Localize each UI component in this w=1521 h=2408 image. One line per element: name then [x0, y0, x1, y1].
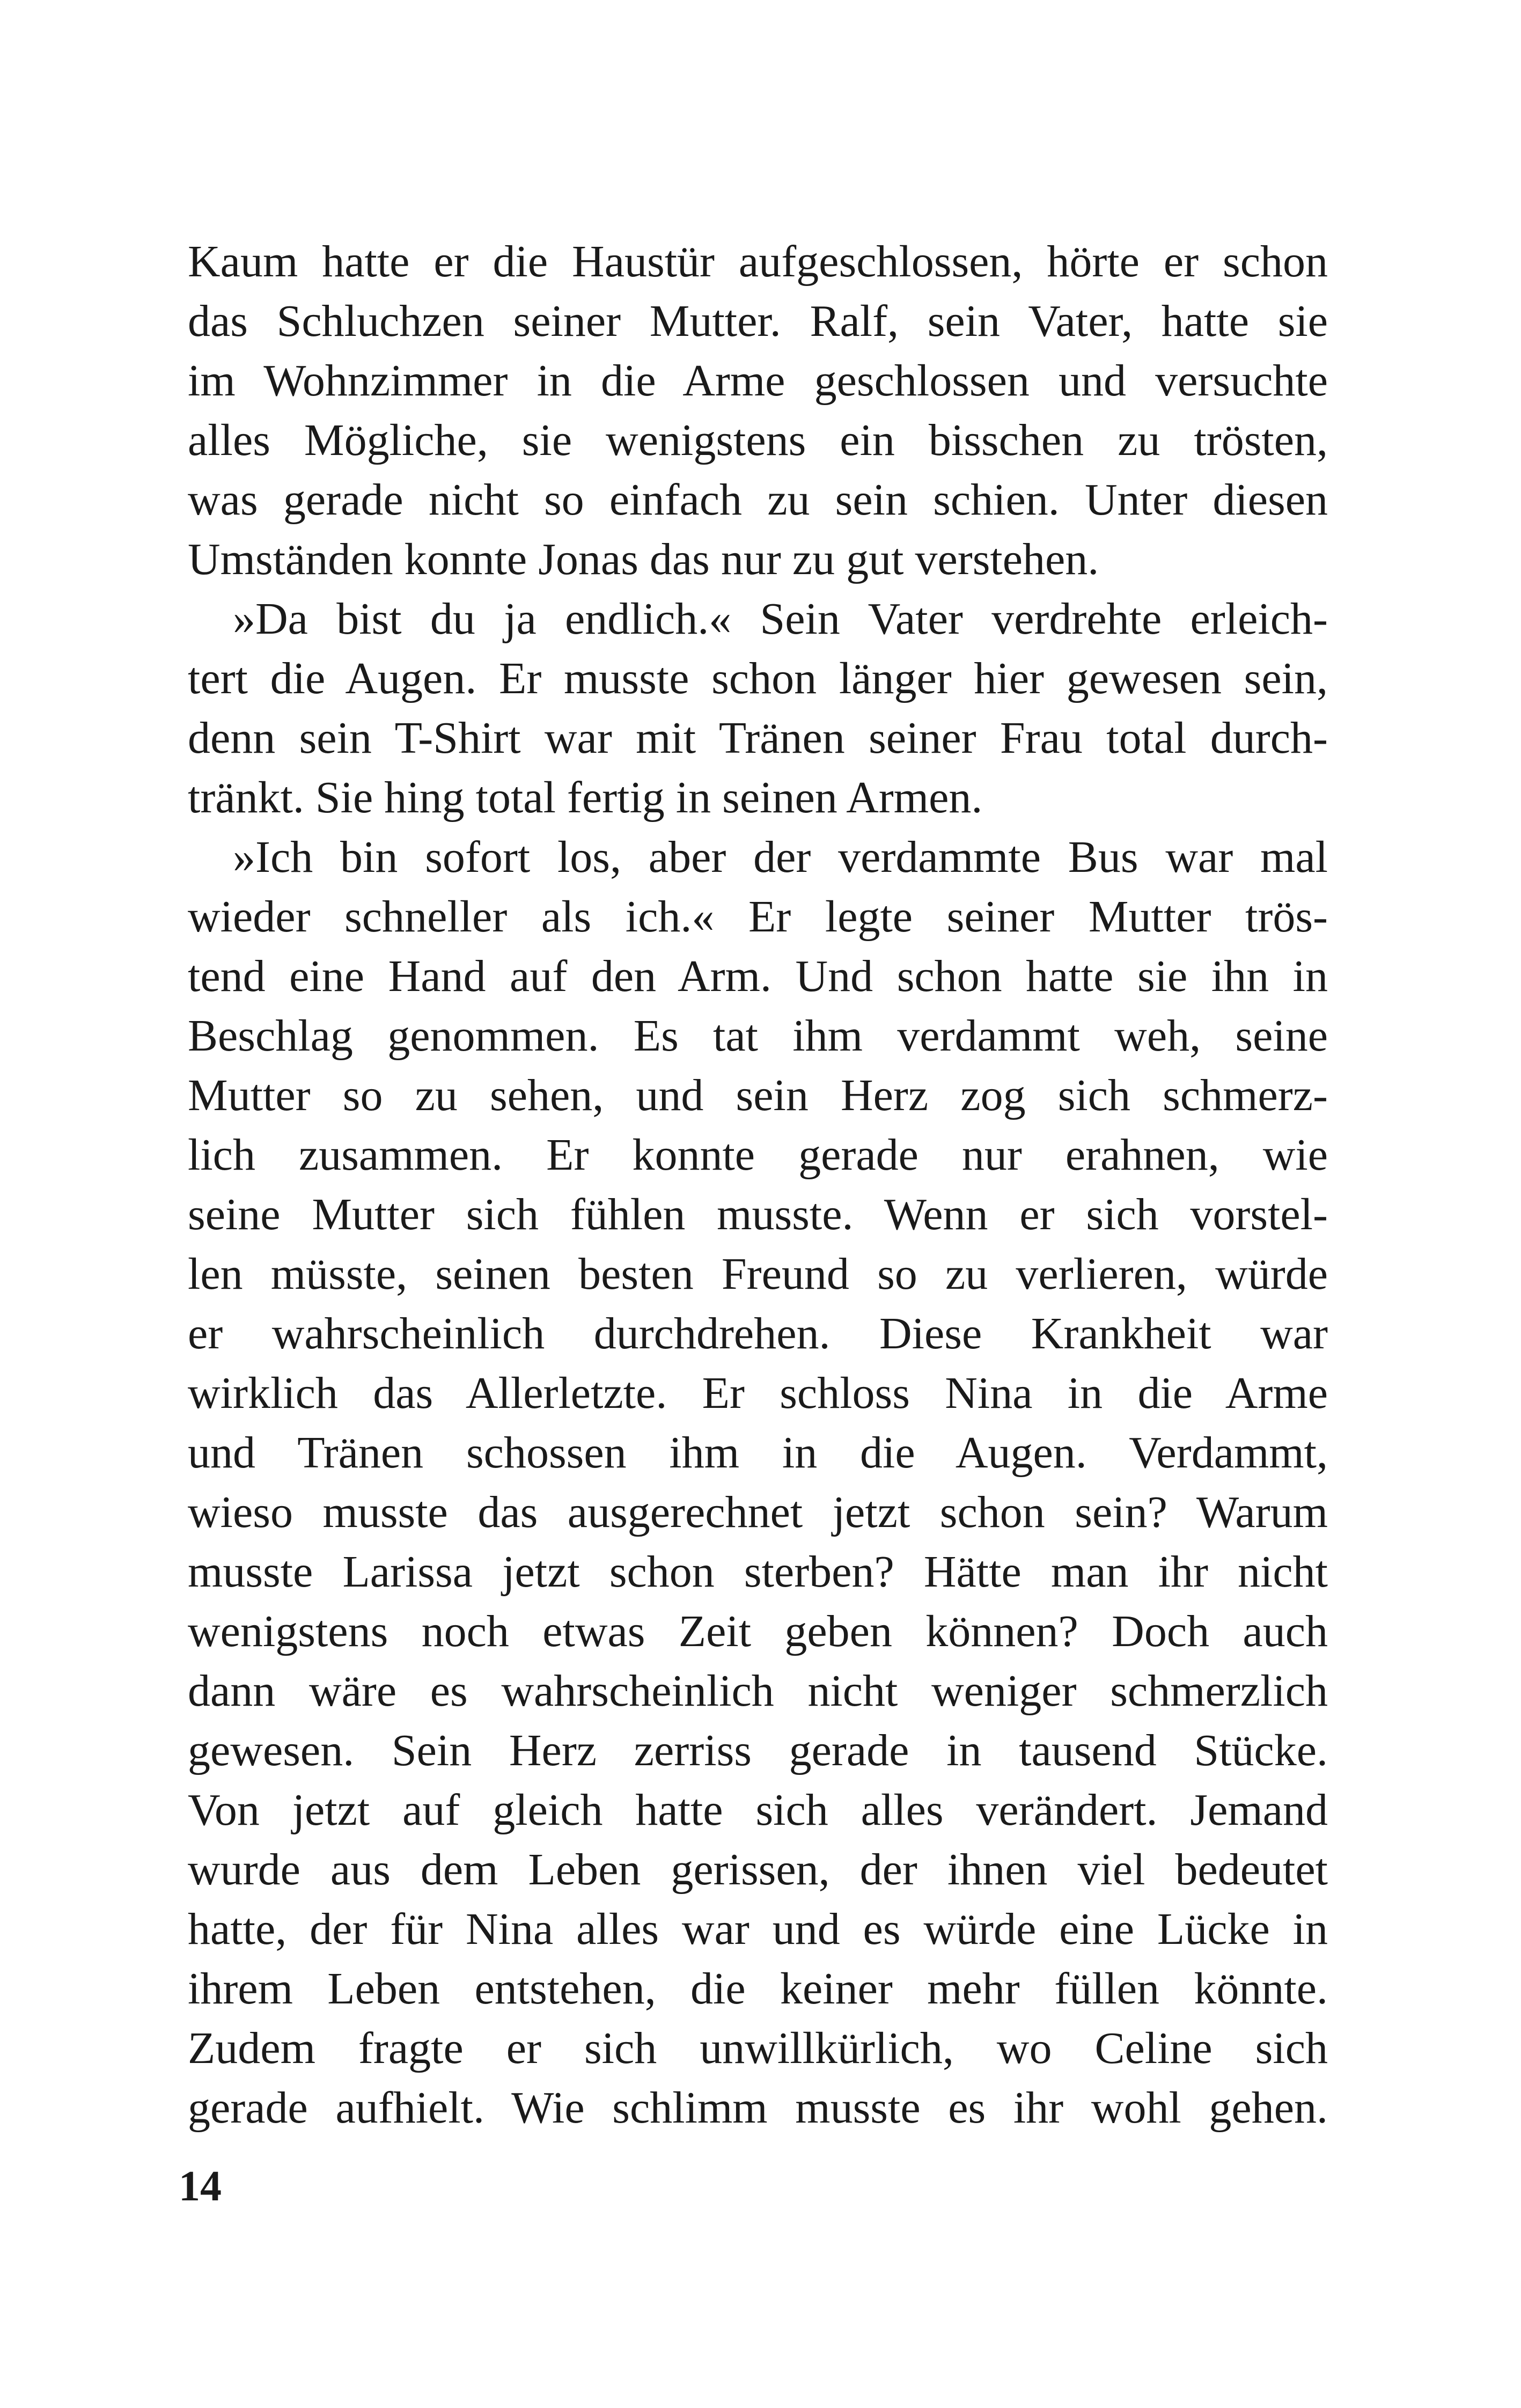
- text-line: Beschlag genommen. Es tat ihm verdammt weh, seine: [188, 1011, 1328, 1061]
- text-line: Umständen konnte Jonas das nur zu gut verstehen.: [188, 534, 1099, 584]
- book-page-text: [188, 232, 1328, 2138]
- text-line: »Da bist du ja endlich.« Sein Vater verdrehte erleich-: [233, 594, 1328, 644]
- text-line: wieso musste das ausgerechnet jetzt schon sein? Warum: [188, 1487, 1328, 1537]
- text-line: »Ich bin sofort los, aber der verdammte Bus war mal: [233, 832, 1328, 882]
- text-line: das Schluchzen seiner Mutter. Ralf, sein Vater, hatte sie: [188, 296, 1328, 346]
- text-line: Mutter so zu sehen, und sein Herz zog sich schmerz-: [188, 1070, 1328, 1120]
- text-line: seine Mutter sich fühlen musste. Wenn er sich vorstel-: [188, 1190, 1328, 1239]
- text-line: Von jetzt auf gleich hatte sich alles verändert. Jemand: [188, 1785, 1328, 1835]
- text-line: tränkt. Sie hing total fertig in seinen Armen.: [188, 773, 983, 823]
- text-line: tend eine Hand auf den Arm. Und schon hatte sie ihn in: [188, 951, 1328, 1001]
- text-line: len müsste, seinen besten Freund so zu verlieren, würde: [188, 1249, 1328, 1299]
- text-line: tert die Augen. Er musste schon länger hier gewesen sein,: [188, 654, 1328, 703]
- text-line: musste Larissa jetzt schon sterben? Hätte man ihr nicht: [188, 1547, 1328, 1597]
- text-line: im Wohnzimmer in die Arme geschlossen und versuchte: [188, 356, 1328, 406]
- text-line: lich zusammen. Er konnte gerade nur erahnen, wie: [188, 1130, 1328, 1180]
- text-line: Kaum hatte er die Haustür aufgeschlossen, hörte er schon: [188, 237, 1328, 287]
- text-line: was gerade nicht so einfach zu sein schien. Unter diesen: [188, 475, 1328, 525]
- text-line: dann wäre es wahrscheinlich nicht weniger schmerzlich: [188, 1666, 1328, 1716]
- text-line: wenigstens noch etwas Zeit geben können? Doch auch: [188, 1606, 1328, 1656]
- text-line: wieder schneller als ich.« Er legte seiner Mutter trös-: [188, 892, 1328, 942]
- text-line: hatte, der für Nina alles war und es würde eine Lücke in: [188, 1904, 1328, 1954]
- text-line: alles Mögliche, sie wenigstens ein bisschen zu trösten,: [188, 415, 1328, 465]
- text-line: ihrem Leben entstehen, die keiner mehr füllen könnte.: [188, 1964, 1328, 2014]
- text-line: denn sein T-Shirt war mit Tränen seiner Frau total durch-: [188, 713, 1328, 763]
- text-line: und Tränen schossen ihm in die Augen. Verdammt,: [188, 1428, 1328, 1478]
- text-line: gerade aufhielt. Wie schlimm musste es ihr wohl gehen.: [188, 2083, 1328, 2133]
- text-line: er wahrscheinlich durchdrehen. Diese Krankheit war: [188, 1309, 1328, 1359]
- text-line: Zudem fragte er sich unwillkürlich, wo Celine sich: [188, 2023, 1328, 2073]
- text-line: wirklich das Allerletzte. Er schloss Nina in die Arme: [188, 1368, 1328, 1418]
- page-number: 14: [179, 2163, 222, 2210]
- text-line: wurde aus dem Leben gerissen, der ihnen viel bedeutet: [188, 1845, 1328, 1895]
- text-line: gewesen. Sein Herz zerriss gerade in tausend Stücke.: [188, 1726, 1328, 1775]
